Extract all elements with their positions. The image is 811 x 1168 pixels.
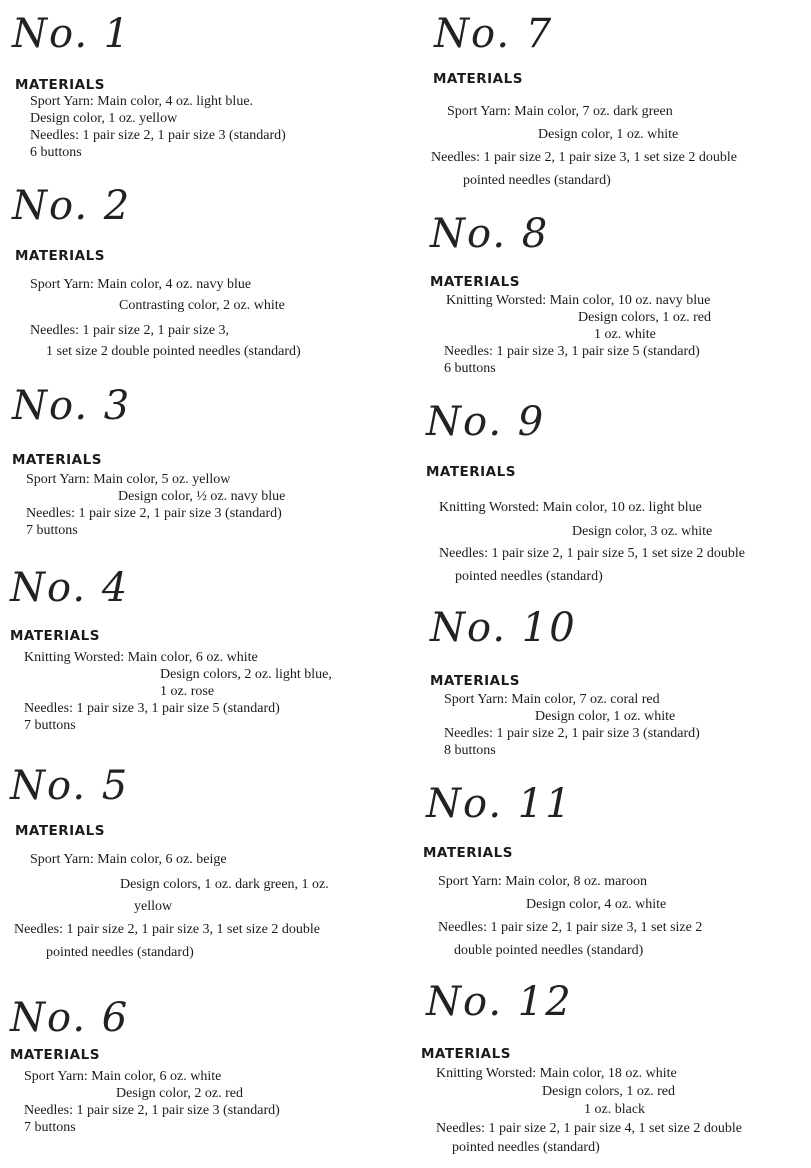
materials-line: double pointed needles (standard)	[454, 943, 644, 958]
pattern-number: No. 10	[430, 605, 577, 651]
materials-heading: MATERIALS	[15, 77, 105, 93]
materials-line: Design color, 1 oz. white	[538, 127, 679, 142]
materials-line: 1 set size 2 double pointed needles (standard)	[46, 344, 301, 359]
materials-line: Needles: 1 pair size 2, 1 pair size 3 (standard)	[24, 1103, 280, 1118]
pattern-number: No. 8	[430, 211, 550, 257]
materials-line: Needles: 1 pair size 3, 1 pair size 5 (standard)	[24, 701, 280, 716]
materials-heading: MATERIALS	[421, 1046, 511, 1062]
materials-heading: MATERIALS	[10, 628, 100, 644]
materials-line: Needles: 1 pair size 2, 1 pair size 3,	[30, 323, 230, 338]
materials-heading: MATERIALS	[433, 71, 523, 87]
materials-line: 1 oz. white	[594, 327, 656, 342]
materials-heading: MATERIALS	[15, 248, 105, 264]
materials-line: Sport Yarn: Main color, 7 oz. dark green	[447, 104, 673, 119]
materials-line: pointed needles (standard)	[46, 945, 194, 960]
materials-line: Needles: 1 pair size 2, 1 pair size 3, 1 set size 2 double	[14, 922, 320, 937]
materials-line: Design colors, 1 oz. red	[578, 310, 711, 325]
materials-line: Design color, 3 oz. white	[572, 524, 713, 539]
materials-line: 7 buttons	[26, 523, 78, 538]
materials-line: Design colors, 2 oz. light blue,	[160, 667, 332, 682]
materials-line: Design colors, 1 oz. dark green, 1 oz.	[120, 877, 329, 892]
materials-line: Needles: 1 pair size 2, 1 pair size 3 (standard)	[30, 128, 286, 143]
materials-line: Sport Yarn: Main color, 4 oz. light blue.	[30, 94, 254, 109]
materials-line: Knitting Worsted: Main color, 18 oz. white	[436, 1066, 677, 1081]
materials-line: 6 buttons	[30, 145, 82, 160]
pattern-number: No. 4	[10, 565, 130, 611]
pattern-number: No. 7	[434, 11, 554, 57]
materials-line: Needles: 1 pair size 2, 1 pair size 5, 1 set size 2 double	[439, 546, 745, 561]
materials-line: Design color, ½ oz. navy blue	[118, 489, 286, 504]
materials-line: Knitting Worsted: Main color, 10 oz. light blue	[439, 500, 702, 515]
materials-line: Needles: 1 pair size 2, 1 pair size 4, 1 set size 2 double	[436, 1121, 742, 1136]
materials-heading: MATERIALS	[10, 1047, 100, 1063]
materials-line: 1 oz. rose	[160, 684, 215, 699]
materials-line: Knitting Worsted: Main color, 10 oz. navy blue	[446, 293, 711, 308]
materials-line: Needles: 1 pair size 3, 1 pair size 5 (standard)	[444, 344, 700, 359]
materials-line: Needles: 1 pair size 2, 1 pair size 3 (standard)	[444, 726, 700, 741]
materials-line: Needles: 1 pair size 2, 1 pair size 3, 1 set size 2	[438, 920, 703, 935]
materials-line: Knitting Worsted: Main color, 6 oz. white	[24, 650, 258, 665]
materials-line: Sport Yarn: Main color, 4 oz. navy blue	[30, 277, 252, 292]
materials-line: Needles: 1 pair size 2, 1 pair size 3, 1 set size 2 double	[431, 150, 737, 165]
materials-heading: MATERIALS	[423, 845, 513, 861]
pattern-number: No. 5	[10, 763, 130, 809]
pattern-number: No. 2	[12, 183, 132, 229]
materials-line: 6 buttons	[444, 361, 496, 376]
pattern-number: No. 1	[12, 11, 132, 57]
materials-line: Needles: 1 pair size 2, 1 pair size 3 (standard)	[26, 506, 282, 521]
materials-heading: MATERIALS	[15, 823, 105, 839]
materials-line: Design color, 2 oz. red	[116, 1086, 243, 1101]
materials-line: Design color, 1 oz. yellow	[30, 111, 178, 126]
materials-line: Contrasting color, 2 oz. white	[119, 298, 285, 313]
materials-line: Design color, 4 oz. white	[526, 897, 667, 912]
materials-line: Sport Yarn: Main color, 5 oz. yellow	[26, 472, 231, 487]
materials-line: 7 buttons	[24, 1120, 76, 1135]
materials-line: pointed needles (standard)	[452, 1140, 600, 1155]
materials-heading: MATERIALS	[430, 274, 520, 290]
materials-line: Sport Yarn: Main color, 6 oz. white	[24, 1069, 222, 1084]
materials-line: yellow	[134, 899, 173, 914]
materials-heading: MATERIALS	[430, 673, 520, 689]
materials-line: Sport Yarn: Main color, 7 oz. coral red	[444, 692, 660, 707]
materials-line: 1 oz. black	[584, 1102, 646, 1117]
materials-heading: MATERIALS	[426, 464, 516, 480]
pattern-number: No. 11	[426, 781, 573, 827]
materials-line: 8 buttons	[444, 743, 496, 758]
materials-heading: MATERIALS	[12, 452, 102, 468]
materials-line: Sport Yarn: Main color, 6 oz. beige	[30, 852, 227, 867]
pattern-number: No. 12	[426, 979, 573, 1025]
pattern-number: No. 3	[12, 383, 132, 429]
pattern-number: No. 6	[10, 995, 130, 1041]
materials-line: pointed needles (standard)	[463, 173, 611, 188]
materials-line: 7 buttons	[24, 718, 76, 733]
materials-line: Design colors, 1 oz. red	[542, 1084, 675, 1099]
pattern-number: No. 9	[426, 399, 546, 445]
materials-line: pointed needles (standard)	[455, 569, 603, 584]
materials-line: Design color, 1 oz. white	[535, 709, 676, 724]
materials-line: Sport Yarn: Main color, 8 oz. maroon	[438, 874, 648, 889]
